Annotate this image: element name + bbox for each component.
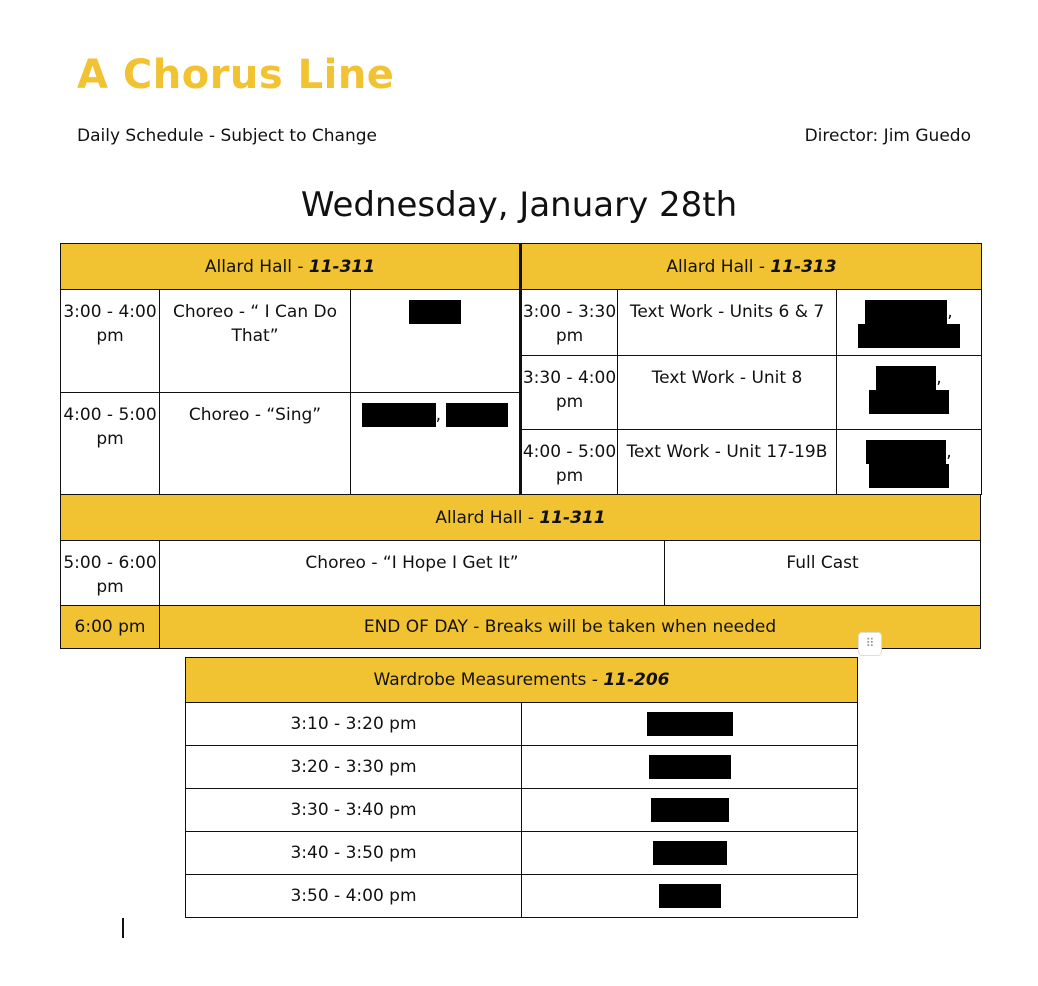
time-cell: 3:10 - 3:20 pm [186, 703, 522, 746]
room-number: 11-311 [539, 507, 606, 528]
schedule-table-main [60, 494, 981, 649]
participant-cell [522, 789, 858, 832]
participant-cell [522, 703, 858, 746]
redacted-name [653, 841, 727, 865]
table-row [521, 356, 982, 430]
participants-cell [351, 290, 521, 393]
redacted-name [446, 403, 508, 427]
table-row [61, 606, 981, 649]
time-cell: 3:30 - 4:00 pm [521, 356, 618, 430]
table-row [186, 875, 858, 918]
schedule-table-11-311 [60, 243, 522, 495]
participants-cell: , [351, 393, 521, 495]
participants-cell: , [837, 290, 982, 356]
wardrobe-label: Wardrobe Measurements - [373, 670, 604, 690]
table-row [186, 832, 858, 875]
schedule-table-11-313 [519, 243, 982, 495]
redacted-name [865, 300, 947, 324]
participants-cell: , [837, 430, 982, 495]
redacted-name [362, 403, 436, 427]
redacted-name [876, 366, 936, 390]
table-row [186, 746, 858, 789]
room-number: 11-311 [308, 256, 376, 277]
hall-label: Allard Hall - [666, 256, 771, 277]
activity-cell: Choreo - “Sing” [160, 393, 351, 495]
time-cell: 3:00 - 3:30 pm [521, 290, 618, 356]
table-row [521, 430, 982, 495]
table-row [186, 703, 858, 746]
table-row [521, 290, 982, 356]
wardrobe-table [185, 657, 858, 918]
table-row [61, 393, 521, 495]
time-cell: 3:00 - 4:00 pm [61, 290, 160, 393]
director-label: Director: Jim Guedo [804, 126, 971, 146]
time-cell: 3:30 - 3:40 pm [186, 789, 522, 832]
end-of-day-cell: END OF DAY - Breaks will be taken when needed [160, 606, 981, 649]
redacted-name [659, 884, 721, 908]
activity-cell: Text Work - Unit 17-19B [618, 430, 837, 495]
redacted-name [858, 324, 960, 348]
redacted-name [866, 440, 946, 464]
hall-label: Allard Hall - [435, 507, 540, 528]
redacted-name [649, 755, 731, 779]
table-row [186, 789, 858, 832]
activity-cell: Text Work - Unit 8 [618, 356, 837, 430]
room-header [61, 495, 981, 541]
time-cell: 6:00 pm [61, 606, 160, 649]
redacted-name [647, 712, 733, 736]
redacted-name [651, 798, 729, 822]
time-cell: 5:00 - 6:00 pm [61, 541, 160, 606]
wardrobe-header [186, 658, 858, 703]
participant-cell [522, 832, 858, 875]
schedule-date: Wednesday, January 28th [300, 185, 738, 225]
room-header [521, 244, 982, 290]
time-cell: 3:40 - 3:50 pm [186, 832, 522, 875]
participant-cell [522, 746, 858, 789]
room-number: 11-206 [603, 670, 670, 690]
table-row [61, 541, 981, 606]
redacted-name [869, 390, 949, 414]
activity-cell: Choreo - “I Hope I Get It” [160, 541, 665, 606]
activity-cell: Text Work - Units 6 & 7 [618, 290, 837, 356]
redacted-name [409, 300, 461, 324]
hall-label: Allard Hall - [204, 256, 309, 277]
schedule-subtitle: Daily Schedule - Subject to Change [77, 126, 377, 146]
document-title: A Chorus Line [77, 52, 395, 98]
drag-handle-icon[interactable]: ⠿ [858, 632, 882, 656]
activity-cell: Choreo - “ I Can Do That” [160, 290, 351, 393]
time-cell: 3:50 - 4:00 pm [186, 875, 522, 918]
participants-cell: , [837, 356, 982, 430]
text-cursor[interactable] [122, 918, 124, 938]
time-cell: 3:20 - 3:30 pm [186, 746, 522, 789]
table-row [61, 290, 521, 393]
participants-cell: Full Cast [665, 541, 981, 606]
participant-cell [522, 875, 858, 918]
time-cell: 4:00 - 5:00 pm [521, 430, 618, 495]
redacted-name [869, 464, 949, 488]
room-number: 11-313 [770, 256, 837, 277]
time-cell: 4:00 - 5:00 pm [61, 393, 160, 495]
room-header [61, 244, 521, 290]
